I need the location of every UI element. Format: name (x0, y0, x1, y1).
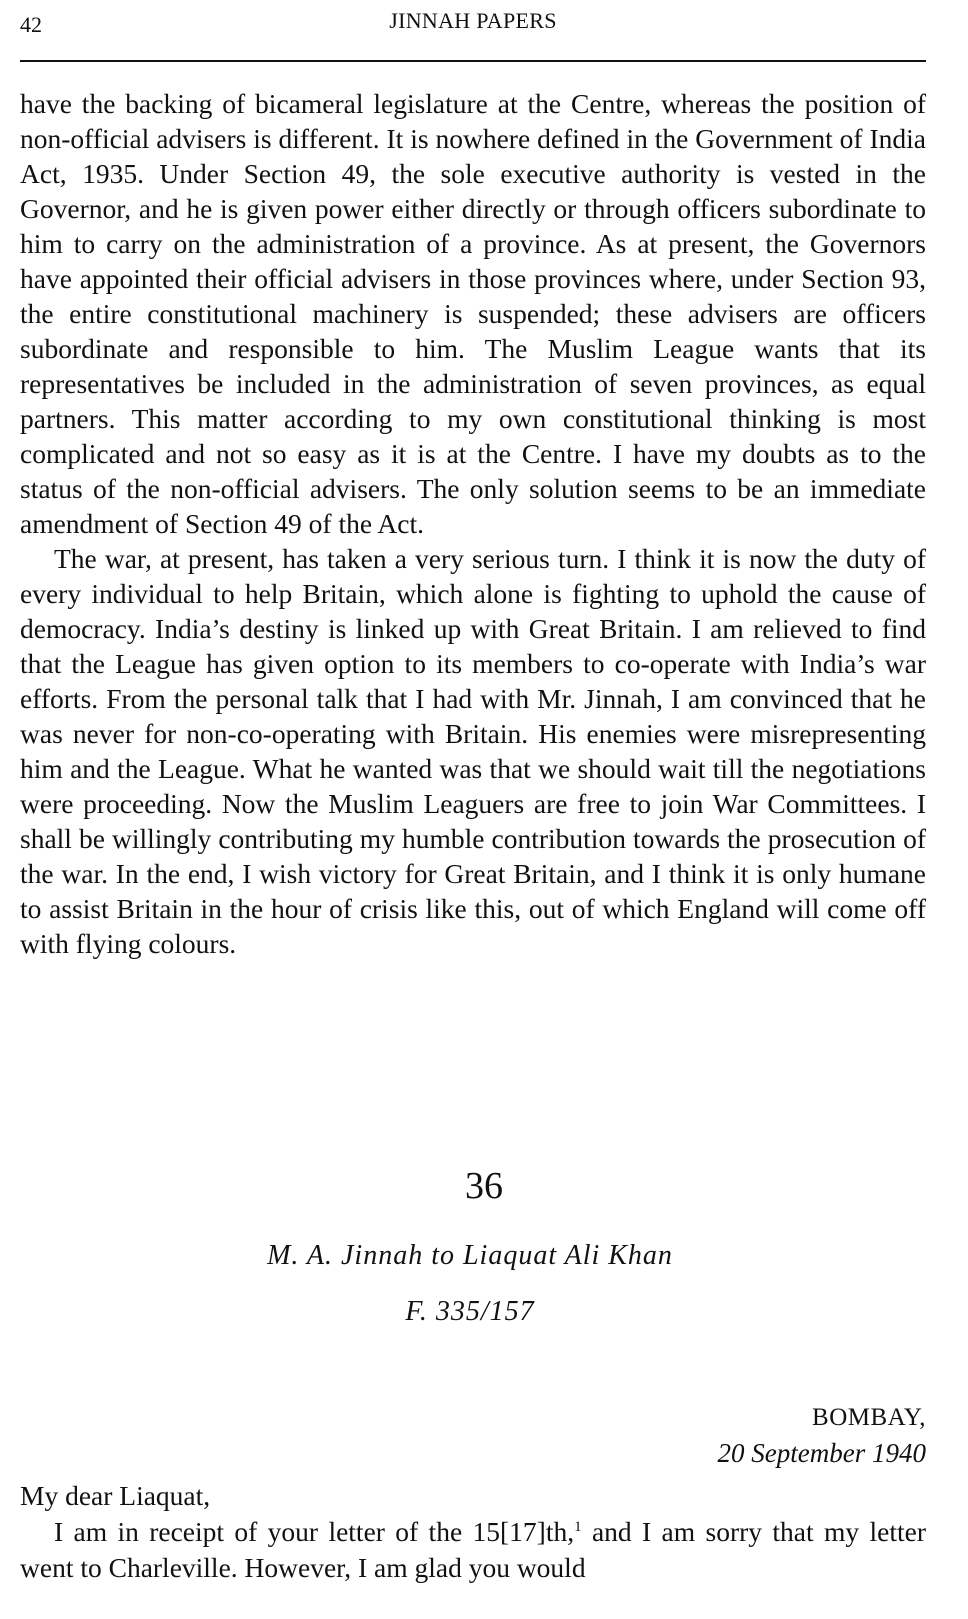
paragraph-1: have the backing of bicameral legislature at the Centre, whereas the position of non-official advisers is different. It is nowhere defined in the Government of India Act, 1935. Under Section 49, the sole executive authority is vested in the Governor, and he is given power either directly or through officers subordinate to him to carry on the administration of a province. As at present, the Governors have appointed their official advisers in those provinces where, under Section 93, the entire constitutional machinery is suspended; these advisers are officers subordinate and responsible to him. The Muslim League wants that its representatives be included in the administration of seven provinces, as equal partners. This matter according to my own constitutional thinking is most complicated and not so easy as it is at the Centre. I have my doubts as to the status of the non-official advisers. The only solution seems to be an immediate amendment of Section 49 of the Act. (20, 88, 926, 539)
document-reference: F. 335/157 (405, 1296, 535, 1327)
letter-date: 20 September 1940 (717, 1438, 926, 1468)
letter-text-after-note: and I am sorry that my letter went to Charleville. However, I am glad you would (20, 1516, 926, 1583)
header-rule (20, 60, 926, 62)
running-head (20, 6, 926, 38)
document-number: 36 (465, 1165, 503, 1207)
letter-place: BOMBAY, (812, 1404, 926, 1431)
document-heading: M. A. Jinnah to Liaquat Ali Khan (267, 1240, 673, 1271)
footnote-marker[interactable]: 1 (574, 1519, 582, 1535)
letter-paragraph-1 (20, 1514, 926, 1586)
salutation: My dear Liaquat, (20, 1480, 211, 1511)
letter-text (20, 1478, 926, 1586)
running-title: JINNAH PAPERS (389, 8, 557, 33)
letter-text-before-note: I am in receipt of your letter of the 15[17]th, (54, 1516, 575, 1547)
paragraph-2: The war, at present, has taken a very serious turn. I think it is now the duty of every individual to help Britain, which alone is fighting to uphold the cause of democracy. India’s destiny is linked up with Great Britain. I am relieved to find that the League has given option to its members to co-operate with India’s war efforts. From the personal talk that I had with Mr. Jinnah, I am convinced that he was never for non-co-operating with Britain. His enemies were misrepresenting him and the League. What he wanted was that we should wait till the negotiations were proceeding. Now the Muslim Leaguers are free to join War Committees. I shall be willingly contributing my humble contribution towards the prosecution of the war. In the end, I wish victory for Great Britain, and I think it is only humane to assist Britain in the hour of crisis like this, out of which England will come off with flying colours. (20, 543, 926, 959)
page-number: 42 (20, 12, 42, 37)
body-text (20, 86, 926, 961)
